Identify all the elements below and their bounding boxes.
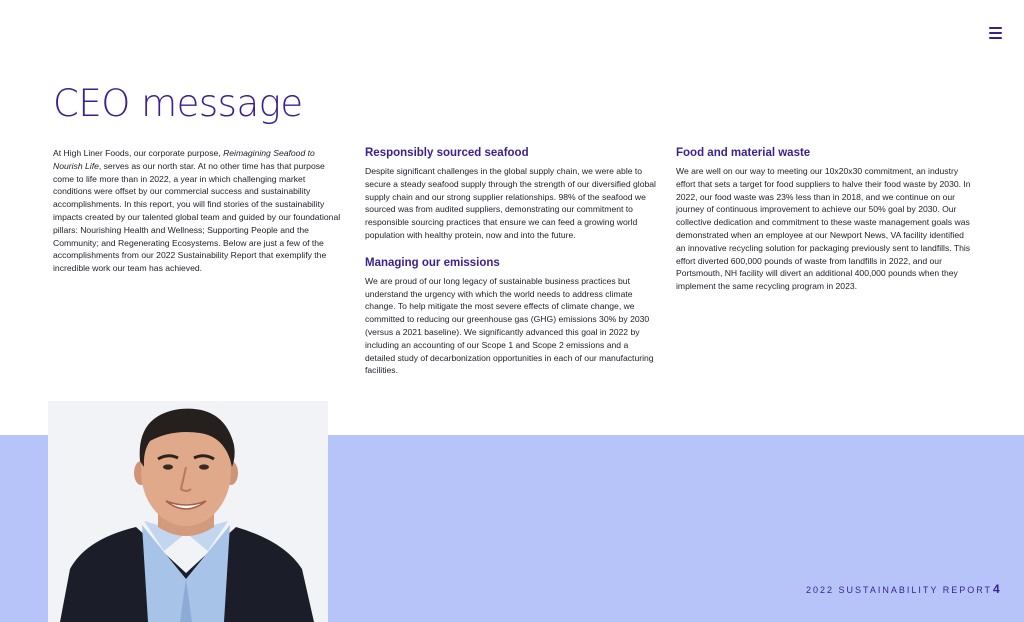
hamburger-menu-icon <box>989 27 1002 29</box>
intro-paragraph: At High Liner Foods, our corporate purpose, Reimagining Seafood to Nourish Life, serves as our north star. At no other time has that purpose come to life more than in 2022, a year in which challenging market conditions were offset by our commercial success and sustainability accomplishments. In this report, you will find stories of the sustainability impacts created by our talented global team and guided by our foundational pillars: Nourishing Health and Wellness; Supporting People and the Community; and Regenerating Ecosystems. Below are just a few of the accomplishments from our 2022 Sustainability Report that exemplify the incredible work our team has achieved. <box>53 148 341 274</box>
middle-column <box>365 147 657 377</box>
page-title: CEO message <box>53 82 303 125</box>
right-column <box>676 147 972 293</box>
emissions-body: We are proud of our long legacy of sustainable business practices but understand the urgency with which the world needs to address climate change. To help mitigate the most severe effects of climate change, we committed to reducing our greenhouse gas (GHG) emissions 30% by 2030 (versus a 2021 baseline). We significantly advanced this goal in 2022 by including an accounting of our Scope 1 and Scope 2 emissions and a detailed study of decarbonization opportunities in each of our manufacturing facilities. <box>365 275 654 376</box>
emissions-heading: Managing our emissions <box>365 256 500 269</box>
waste-heading: Food and material waste <box>676 147 811 159</box>
seafood-body: Despite significant challenges in the global supply chain, we were able to secure a steady seafood supply through the strength of our diversified global supply chain and our strong supplier relationships. 98% of the seafood we sourced was from audited suppliers, demonstrating our commitment to responsible sourcing practices that ensure we can feed a growing world population with healthy protein, now and into the future. <box>365 166 656 240</box>
page-number: 4 <box>993 582 1000 596</box>
corporate-purpose: Reimagining Seafood to Nourish Life <box>53 148 315 171</box>
waste-body: We are well on our way to meeting our 10x20x30 commitment, an industry effort that sets a target for food suppliers to halve their food waste by 2030. In 2022, our food waste was 23% less than in 2018, and we continue on our journey of continuous improvement to achieve our 50% goal by 2030. Our collective dedication and commitment to these waste management goals was demonstrated when an employee at our Newport News, VA facility identified an innovative recycling solution for packaging previously sent to landfills. This effort diverted 600,000 pounds of waste from landfills in 2022, and our Portsmouth, NH facility will divert an additional 400,000 pounds when they implement the same recycling program in 2023. <box>676 166 971 292</box>
ceo-portrait <box>48 401 328 622</box>
intro-column <box>53 147 345 275</box>
seafood-heading: Responsibly sourced seafood <box>365 147 529 159</box>
report-label: 2022 SUSTAINABILITY REPORT <box>806 585 993 595</box>
menu-button[interactable] <box>989 27 1002 39</box>
